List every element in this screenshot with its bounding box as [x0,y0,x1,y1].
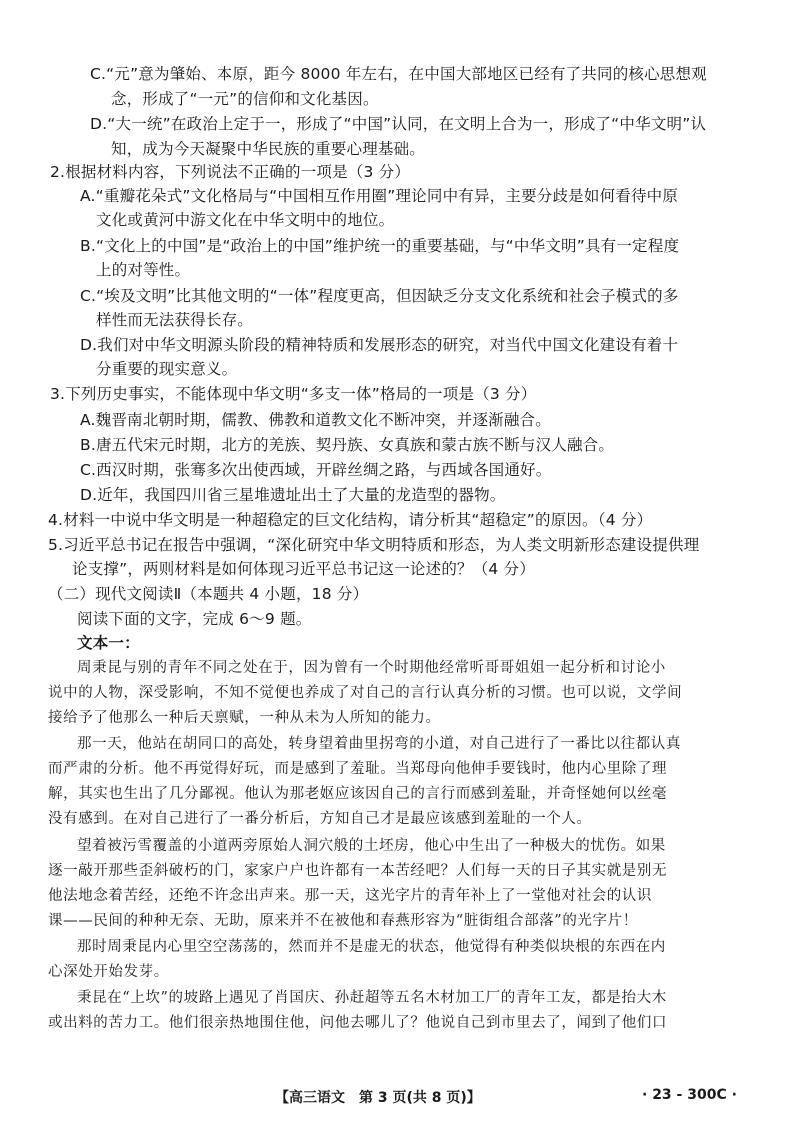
q3-option-c: C.西汉时期，张骞多次出使西域，开辟丝绸之路，与西域各国通好。 [80,461,552,479]
option-c-line-1: C.“元”意为肇始、本原，距今 8000 年左右，在中国大部地区已经有了共同的核心思想观 [90,65,707,83]
q3-option-b: B.唐五代宋元时期，北方的羌族、契丹族、女真族和蒙古族不断与汉人融合。 [80,436,615,454]
passage-p4-line-2: 心深处开始发芽。 [48,964,169,980]
passage-p1-line-1: 周秉昆与别的青年不同之处在于，因为曾有一个时期他经常听哥哥姐姐一起分析和讨论小 [77,660,666,676]
question-5-line-1: 5.习近平总书记在报告中强调，“深化研究中华文明特质和形态，为人类文明新形态建设提供理 [48,536,700,554]
passage-p2-line-2: 而严肃的分析。他不再觉得好玩，而是感到了羞耻。当郑母向他伸手要钱时，他内心里除了理 [48,761,668,777]
passage-p1-line-2: 说中的人物，深受影响，不知不觉便也养成了对自己的言行认真分析的习惯。也可以说，文学间 [48,685,683,701]
passage-p5-line-1: 秉昆在“上坎”的坡路上遇见了肖国庆、孙赶超等五名木材加工厂的青年工友，都是抬大木 [77,990,667,1006]
q2-option-b-line-1: B.“文化上的中国”是“政治上的中国”维护统一的重要基础，与“中华文明”具有一定程度 [80,237,680,255]
q2-option-c-line-1: C.“埃及文明”比其他文明的“一体”程度更高，但因缺乏分支文化系统和社会子模式的多 [80,287,679,305]
page-footer-center: 【高三语文 第 3 页(共 8 页)】 [275,1090,481,1106]
passage-p2-line-3: 解，其实也生出了几分鄙视。他认为那老妪应该因自己的言行而感到羞耻，并奇怪她何以丝毫 [48,786,668,802]
option-d-line-2: 知，成为今天凝聚中华民族的重要心理基础。 [111,140,426,158]
section-heading: （二）现代文阅读Ⅱ（本题共 4 小题，18 分） [48,585,369,603]
q2-option-d-line-2: 分重要的现实意义。 [96,360,238,378]
passage-p3-line-2: 逐一敲开那些歪斜破朽的门，家家户户也许都有一本苦经吧？人们每一天的日子其实就是别无 [48,863,668,879]
q2-option-d-line-1: D.我们对中华文明源头阶段的精神特质和发展形态的研究，对当代中国文化建设有着十 [80,336,679,354]
q2-option-a-line-1: A.“重瓣花朵式”文化格局与“中国相互作用圈”理论同中有异，主要分歧是如何看待中原 [80,187,679,205]
q3-option-d: D.近年，我国四川省三星堆遗址出土了大量的龙造型的器物。 [80,486,506,504]
q2-option-b-line-2: 上的对等性。 [96,261,191,279]
passage-p3-line-3: 他法地念着苦经，还绝不许念出声来。那一天，这光字片的青年补上了一堂他对社会的认识 [48,888,652,904]
passage-p4-line-1: 那时周秉昆内心里空空荡荡的，然而并不是虚无的状态，他觉得有种类似块根的东西在内 [77,939,666,955]
passage-p5-line-2: 或出料的苦力工。他们很亲热地围住他，问他去哪儿了？他说自己到市里去了，闻到了他们口 [48,1015,668,1031]
q2-option-a-line-2: 文化或黄河中游文化在中华文明中的地位。 [96,211,395,229]
text-one-label: 文本一： [77,634,140,652]
question-5-line-2: 论支撑”，两则材料是如何体现习近平总书记这一论述的？（4 分） [72,560,536,578]
passage-p3-line-1: 望着被污雪覆盖的小道两旁原始人洞穴般的土坯房，他心中生出了一种极大的忧伤。如果 [77,838,666,854]
reading-instruction: 阅读下面的文字，完成 6～9 题。 [77,610,312,628]
passage-p1-line-3: 接给予了他那么一种后天禀赋，一种从未为人所知的能力。 [48,710,441,726]
q2-option-c-line-2: 样性而无法获得长存。 [96,311,254,329]
q3-option-a: A.魏晋南北朝时期，儒教、佛教和道教文化不断冲突，并逐渐融合。 [80,411,551,429]
passage-p2-line-1: 那一天，他站在胡同口的高处，转身望着曲里拐弯的小道，对自己进行了一番比以往都认真 [77,736,681,752]
option-c-line-2: 念，形成了“一元”的信仰和文化基因。 [111,90,379,108]
option-d-line-1: D.“大一统”在政治上定于一，形成了“中国”认同，在文明上合为一，形成了“中华文明”认 [90,115,707,133]
passage-p2-line-4: 没有感到。在对自己进行了一番分析后，方知自己才是最应该感到羞耻的一个人。 [48,811,592,827]
question-4: 4.材料一中说中华文明是一种超稳定的巨文化结构，请分析其“超稳定”的原因。（4 分） [48,511,653,529]
passage-p3-line-4: 课——民间的种种无奈、无助，原来并不在被他和春燕形容为“脏街组合部落”的光字片！ [48,913,638,929]
question-3-stem: 3.下列历史事实，不能体现中华文明“多支一体”格局的一项是（3 分） [50,385,537,403]
question-2-stem: 2.根据材料内容，下列说法不正确的一项是（3 分） [50,163,411,181]
page-footer-code: · 23 - 300C · [642,1087,737,1103]
